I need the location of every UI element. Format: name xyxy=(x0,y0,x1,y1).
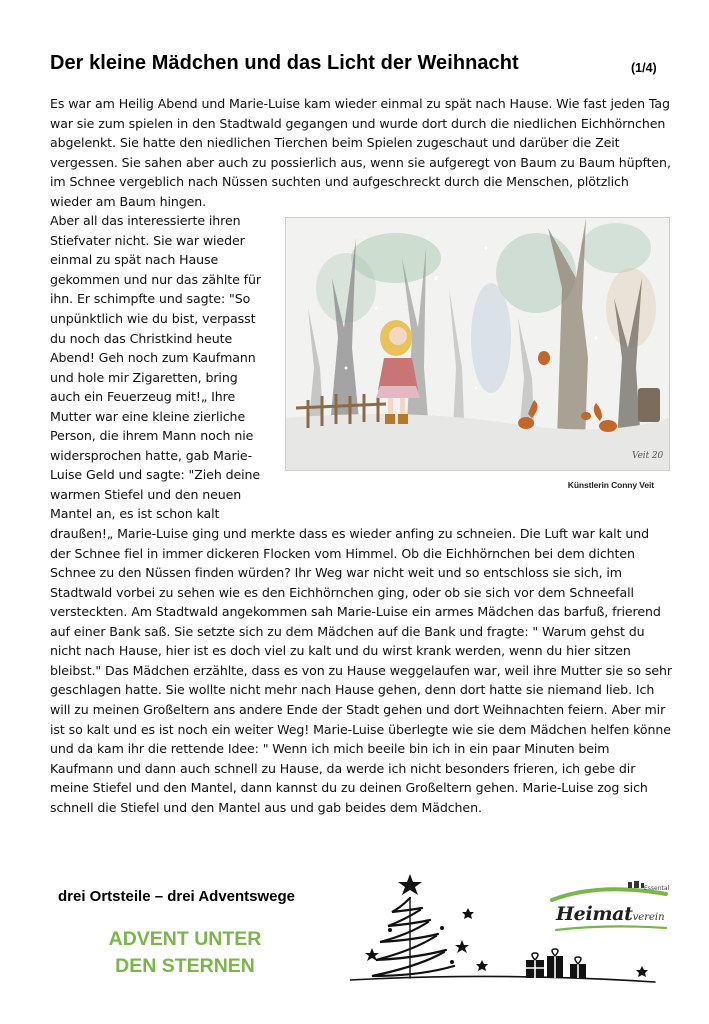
heimatverein-logo xyxy=(548,880,673,940)
logo-tagline: Essental xyxy=(644,885,670,892)
story-intro-paragraph: Es war am Heilig Abend und Marie-Luise kam wieder einmal zu spät nach Hause. Wie fast jeden Tag war sie zum spielen in den Stadtwald gegangen und wurde dort durch die niedlichen Eichhörnchen abgelenkt. Sie hatte den niedlichen Tierchen beim Spielen zugeschaut und darüber die Zeit vergessen. Sie sahen aber auch zu possierlich aus, wenn sie aufgeregt von Baum zu Baum hüpften, im Schnee vergeblich nach Nüssen suchten und aufgeschreckt durch die Menschen, plötzlich wieder am Baum hingen. xyxy=(50,96,671,209)
advent-slogan-line-2: DEN STERNEN xyxy=(115,955,255,977)
page-indicator: (1/4) xyxy=(631,61,657,75)
illustration-caption: Künstlerin Conny Veit xyxy=(567,480,654,491)
advent-slogan xyxy=(90,926,280,980)
logo-wordmark xyxy=(556,903,665,925)
page-title: Der kleine Mädchen und das Licht der Weihnacht xyxy=(50,52,519,74)
story-main-paragraph: Aber all das interessierte ihren Stiefvater nicht. Sie war wieder einmal zu spät nach Hause gekommen und nur das zählte für ihn. Er schimpfte und sagte: "So unpünktlich wie du bist, verpasst du noch das Christkind heute Abend! Geh noch zum Kaufmann und hole mir Zigaretten, bring auch ein Feuerzeug mit!„ Ihre Mutter war eine kleine zierliche Person, die ihrem Mann noch nie widersprochen hatte, gab Marie-Luise Geld und sagte: "Zieh deine warmen Stiefel und den neuen Mantel an, es ist schon kalt draußen!„ Marie-Luise ging und merkte dass es wieder anfing zu schneien. Die Luft war kalt und der Schnee fiel in immer dickeren Flocken vom Himmel. Ob die Eichhörnchen bei dem dichten Schnee zu den Nüssen finden würden? Ihr Weg war nicht weit und so entschloss sie sich, im Stadtwald vorbei zu sehen wie es den Eichhörnchen ging, oder ob sie sich vor dem Schneefall versteckten. Am Stadtwald angekommen sah Marie-Luise ein armes Mädchen das barfuß, frierend auf einer Bank saß. Sie setzte sich zu dem Mädchen auf die Bank und fragte: " Warum gehst du nicht nach Hause, hier ist es doch viel zu kalt und du wirst krank werden, wenn du hier sitzen bleibst." Das Mädchen erzählte, dass es von zu Hause weggelaufen war, weil ihre Mutter sie so sehr geschlagen hatte. Sie wollte nicht mehr nach Hause gehen, denn dort hatte sie niemand lieb. Ich will zu meinen Großeltern ans andere Ende der Stadt gehen und dort Weihnachten feiern. Aber mir ist so kalt und es ist noch ein weiter Weg! Marie-Luise überlegte wie sie dem Mädchen helfen könne und da kam ihr die rettende Idee: " Wenn ich mich beeile bin ich in ein paar Minuten beim Kaufmann und dann auch schnell zu Hause, da werde ich nicht besonders frieren, ich gebe dir meine Stiefel und den Mantel, dann kannst du zu deinen Großeltern gehen. Marie-Luise zog sich schnell die Stiefel und den Mantel aus und gab beides dem Mädchen. xyxy=(50,213,672,815)
advent-slogan-line-1: ADVENT UNTER xyxy=(108,928,262,950)
footer-subtitle: drei Ortsteile – drei Adventswege xyxy=(58,888,296,905)
logo-main-text: Heimat xyxy=(556,903,633,925)
forest-watercolor-illustration xyxy=(285,217,670,471)
illustration-figure xyxy=(285,217,672,509)
painting-signature: Veit 20 xyxy=(632,451,664,462)
story-body xyxy=(50,94,672,817)
forest-scene-drawing xyxy=(286,218,669,470)
logo-suffix-text: verein xyxy=(632,912,665,923)
